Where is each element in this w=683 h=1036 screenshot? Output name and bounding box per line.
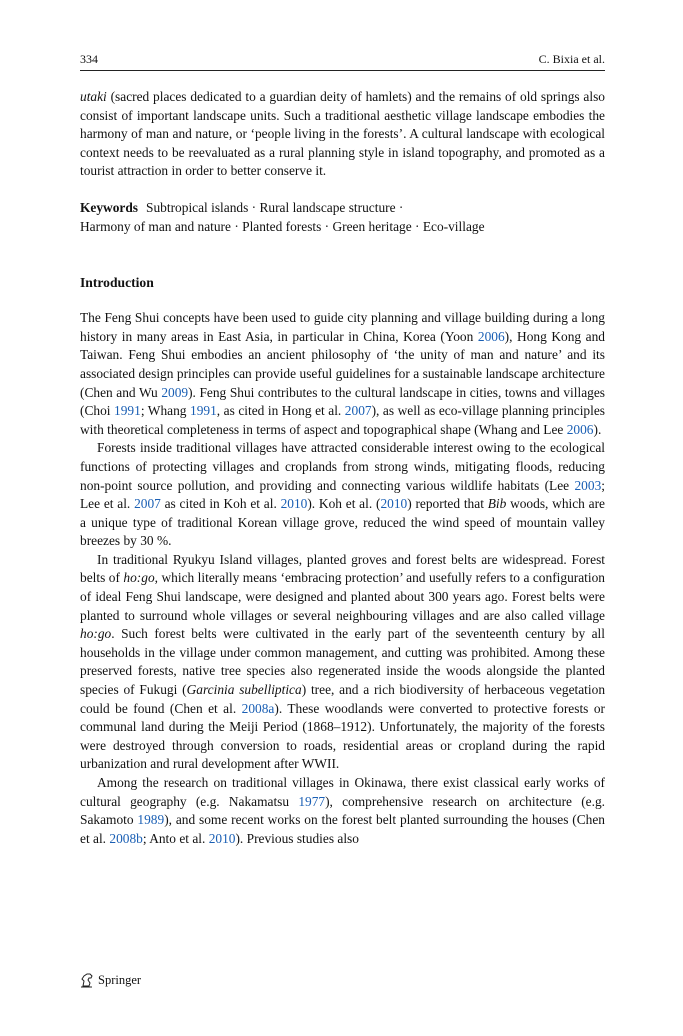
text: ). Koh et al. ( xyxy=(307,496,381,512)
citation-link[interactable]: 1989 xyxy=(137,812,165,828)
text: ) reported that xyxy=(407,496,488,512)
text: ), as well as eco-village planning principles with theoretical completeness in terms of aspect and topographical shape (Whang and Lee xyxy=(80,403,606,437)
abstract-text: (sacred places dedicated to a guardian deity of hamlets) and the remains of old springs also consist of important landscape units. Such a traditional aesthetic village landscape embodies the harmony of man and nature, or ‘people living in the forests’. A cultural landscape with ecological context needs to be reevaluated as a rural planning style in island topography, and promoted as a tourist attraction in order to better conserve it. xyxy=(80,89,605,179)
keywords-line-2: Harmony of man and nature · Planted forests · Green heritage · Eco-village xyxy=(80,218,485,234)
term-utaki: utaki xyxy=(80,89,107,104)
header-rule xyxy=(80,70,605,71)
citation-link[interactable]: 2006 xyxy=(566,421,594,437)
paragraph-2 xyxy=(80,439,605,551)
text: woods, which are a unique type of traditional Korean village grove, reduced the wind speed of mountain valley breezes by 30 %. xyxy=(80,496,605,549)
text: , which literally means ‘embracing protection’ and usefully refers to a configuration of ideal Feng Shui landscape, were designed and planted about 300 years ago. Forest belts were planted to surround whole villages or several neighbouring villages and are also called village xyxy=(80,570,606,623)
citation-link[interactable]: 2008a xyxy=(241,700,275,716)
page-body xyxy=(80,88,605,848)
text: In traditional Ryukyu Island villages, planted groves and forest belts are widespread. Forest belts of xyxy=(80,551,605,586)
citation-link[interactable]: 2006 xyxy=(477,328,505,344)
paragraph-3 xyxy=(80,551,605,774)
text: . Such forest belts were cultivated in the early part of the seventeenth century by all households in the village under common management, and cutting was prohibited. Among these preserved forests, native tree species also regenerated inside the woods alongside the planted species of Fukugi ( xyxy=(80,626,605,698)
citation-link[interactable]: 2003 xyxy=(574,477,602,493)
text: ), comprehensive research on architecture (e.g. Sakamoto xyxy=(80,793,605,828)
italic-term: Garcinia subelliptica xyxy=(186,682,302,698)
citation-link[interactable]: 2008b xyxy=(109,830,143,846)
text: ; Whang xyxy=(140,403,190,419)
text: ), Hong Kong and Taiwan. Feng Shui embodies an ancient philosophy of ‘the unity of man and nature’ and its associated design principles can provide useful guidelines for a sustainable landscape architecture (Chen and Wu xyxy=(80,328,605,400)
text: ). These woodlands were converted to protective forests or communal land during the Meiji Period (1868–1912). Unfortunately, the majority of the forests were destroyed through conversion to roads, residential areas or cropland during the rapid urbanization and rural development after WWII. xyxy=(80,700,605,772)
citation-link[interactable]: 2010 xyxy=(380,496,408,512)
citation-link[interactable]: 2007 xyxy=(134,496,161,512)
keywords-list-1: Subtropical islands · Rural landscape structure · xyxy=(146,199,404,215)
text: ). Previous studies also xyxy=(235,830,359,846)
paragraph-4 xyxy=(80,774,605,848)
citation-link[interactable]: 1991 xyxy=(190,403,217,419)
text: Forests inside traditional villages have attracted considerable interest owing to the ecological functions of protecting villages and croplands from strong winds, mitigating floods, reducing non-point source pollution, and providing and connecting various wildlife habitats (Lee xyxy=(80,440,605,493)
italic-term: ho:go xyxy=(123,570,155,586)
paragraph-1 xyxy=(80,309,605,439)
text: The Feng Shui concepts have been used to guide city planning and village building during a long history in many areas in East Asia, in particular in China, Korea (Yoon xyxy=(80,310,605,344)
abstract-end xyxy=(80,88,605,181)
citation-link[interactable]: 2010 xyxy=(208,830,236,846)
text: ), and some recent works on the forest belt planted surrounding the houses (Chen et al. xyxy=(80,812,605,846)
publisher-footer xyxy=(80,972,141,988)
running-author: C. Bixia et al. xyxy=(538,52,605,66)
text: ; Lee et al. xyxy=(80,477,605,512)
keywords-label: Keywords xyxy=(80,199,139,215)
text: ). Feng Shui contributes to the cultural landscape in cities, towns and villages (Choi xyxy=(80,384,605,419)
citation-link[interactable]: 2007 xyxy=(344,403,372,419)
citation-link[interactable]: 2009 xyxy=(161,384,189,400)
citation-link[interactable]: 2010 xyxy=(280,496,308,512)
text: Among the research on traditional villages in Okinawa, there exist classical early works of cultural geography (e.g. Nakamatsu xyxy=(80,775,605,809)
text: , as cited in Hong et al. xyxy=(216,403,345,419)
italic-term: ho:go xyxy=(80,626,112,642)
running-header xyxy=(80,52,605,68)
citation-link[interactable]: 1991 xyxy=(114,403,141,419)
text: ; Anto et al. xyxy=(142,830,209,846)
keywords-line-1 xyxy=(80,199,605,218)
italic-term: Bib xyxy=(487,496,507,512)
text: ) tree, and a rich biodiversity of herbaceous vegetation could be found (Chen et al. xyxy=(80,682,606,716)
page-number: 334 xyxy=(80,52,98,66)
publisher-name: Springer xyxy=(98,972,142,987)
text: ). xyxy=(593,421,602,437)
citation-link[interactable]: 1977 xyxy=(298,793,326,809)
text: as cited in Koh et al. xyxy=(160,496,281,512)
springer-horse-icon xyxy=(80,972,94,988)
section-title: Introduction xyxy=(80,275,154,291)
keywords xyxy=(80,199,605,236)
